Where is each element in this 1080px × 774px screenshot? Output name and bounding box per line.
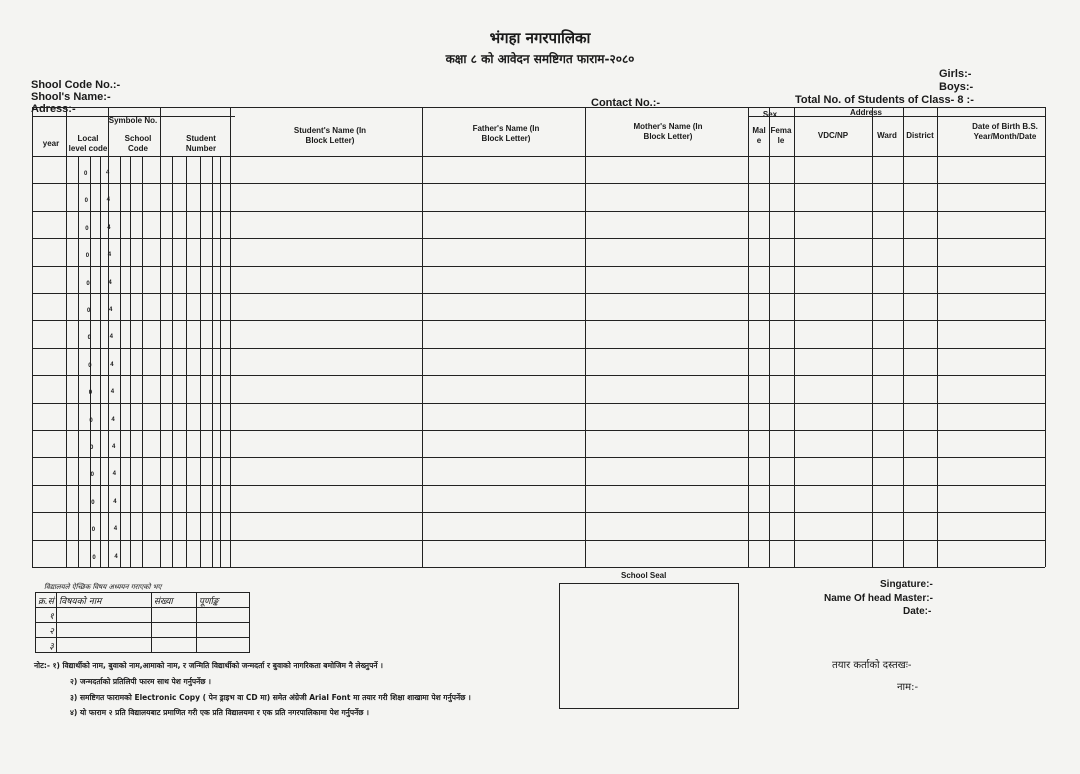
- date-label: Date:-: [903, 606, 932, 617]
- row-prefix-digit: 0: [84, 198, 88, 204]
- subjects-caption: विद्यालयले ऐच्छिक विषय अध्ययन गराएको भए: [44, 583, 162, 591]
- female-header: Fema le: [770, 126, 792, 145]
- row-prefix-digit: 0: [86, 281, 90, 287]
- subject-name-cell[interactable]: [56, 638, 151, 653]
- sex-header: Sex: [762, 110, 778, 119]
- subjects-row-number: ३: [36, 638, 57, 653]
- row-prefix-digit: 4: [107, 252, 112, 258]
- row-prefix-digit: 4: [109, 334, 113, 340]
- digit-divider: [78, 156, 79, 567]
- subject-count-cell[interactable]: [151, 638, 196, 653]
- table-grid-line: [32, 116, 235, 117]
- address-label: Adress:-: [31, 103, 76, 115]
- table-grid-line: [937, 107, 938, 567]
- row-prefix-digit: 4: [112, 444, 116, 450]
- table-row-line: [32, 183, 1045, 184]
- prepared-by-label: तयार कर्ताको दस्तखः-: [832, 660, 912, 671]
- subjects-header: संख्या: [151, 593, 196, 608]
- school-seal-box: [559, 583, 739, 709]
- row-prefix-digit: 4: [108, 280, 112, 286]
- row-prefix-digit: 0: [85, 253, 90, 259]
- row-prefix-digit: 0: [92, 555, 96, 561]
- table-grid-line: [422, 107, 423, 567]
- digit-divider: [212, 156, 213, 567]
- table-row-line: [32, 211, 1045, 212]
- male-header: Mal e: [752, 126, 766, 145]
- table-row-line: [32, 457, 1045, 458]
- district-header: District: [906, 131, 934, 140]
- table-grid-line: [794, 107, 795, 567]
- girls-label: Girls:-: [939, 68, 972, 80]
- row-prefix-digit: 0: [88, 390, 93, 396]
- subject-name-cell[interactable]: [56, 608, 151, 623]
- table-row-line: [32, 540, 1045, 541]
- digit-divider: [200, 156, 201, 567]
- row-prefix-digit: 4: [113, 499, 117, 505]
- digit-divider: [87, 156, 94, 567]
- municipality-title: भंगहा नगरपालिका: [489, 29, 591, 47]
- subjects-header: विषयको नाम: [56, 593, 151, 608]
- table-grid-line: [872, 107, 873, 567]
- table-row-line: [32, 293, 1045, 294]
- note-3: ३) समष्टिगत फारामको Electronic Copy ( पेन ड्राइभ वा CD मा) समेत अंग्रेजी Arial Font मा तयार गरी शिक्षा शाखामा पेश गर्नुपर्नेछ ।: [70, 693, 471, 702]
- digit-divider: [142, 156, 143, 567]
- digit-divider: [120, 156, 121, 567]
- subject-fullmark-cell[interactable]: [196, 608, 249, 623]
- head-master-label: Name Of head Master:-: [824, 593, 933, 604]
- digit-divider: [172, 156, 173, 567]
- subjects-row-number: १: [36, 608, 57, 623]
- table-grid-line: [585, 107, 586, 567]
- table-grid-line: [32, 107, 1045, 108]
- table-grid-line: [903, 107, 904, 567]
- row-prefix-digit: 0: [91, 500, 95, 506]
- signature-label: Singature:-: [880, 579, 933, 590]
- row-prefix-digit: 0: [87, 335, 91, 341]
- row-prefix-digit: 0: [87, 308, 91, 314]
- digit-divider: [130, 156, 131, 567]
- subject-count-cell[interactable]: [151, 608, 196, 623]
- row-prefix-digit: 4: [114, 554, 118, 560]
- table-row-line: [32, 348, 1045, 349]
- table-grid-line: [32, 107, 33, 567]
- local-level-code-header: Local level code: [68, 134, 108, 153]
- row-prefix-digit: 4: [107, 225, 111, 231]
- address-header: Address: [849, 108, 882, 117]
- subject-fullmark-cell[interactable]: [196, 623, 249, 638]
- table-grid-line: [748, 107, 749, 567]
- row-prefix-digit: 0: [90, 472, 94, 478]
- subject-fullmark-cell[interactable]: [196, 638, 249, 653]
- note-1: नोट:- १) विद्यार्थीको नाम, बुवाको नाम,आमाको नाम, र जन्मिति विद्यार्थीको जन्मदर्ता र बुवाको नागरिकता बमोजिम नै लेख्नुपर्ने ।: [34, 661, 383, 670]
- row-prefix-digit: 0: [91, 527, 96, 533]
- subjects-header: क्र.सं: [36, 593, 57, 608]
- row-prefix-digit: 0: [85, 226, 89, 232]
- school-name-label: Shool's Name:-: [31, 91, 111, 103]
- table-row-line: [32, 403, 1045, 404]
- name-label: नाम:-: [897, 682, 919, 693]
- table-row-line: [32, 485, 1045, 486]
- vdc-np-header: VDC/NP: [817, 131, 849, 140]
- table-grid-line: [107, 107, 112, 567]
- subjects-table: [35, 592, 250, 653]
- table-row-line: [32, 430, 1045, 431]
- total-students-label: Total No. of Students of Class- 8 :-: [795, 94, 974, 106]
- row-prefix-digit: 0: [84, 171, 88, 177]
- table-row-line: [32, 266, 1045, 267]
- digit-divider: [220, 156, 221, 567]
- school-code-header: School Code: [124, 134, 152, 153]
- table-grid-line: [748, 116, 1045, 117]
- father-name-header: Father's Name (In Block Letter): [472, 124, 540, 143]
- table-grid-line: [1045, 107, 1046, 567]
- student-number-header: Student Number: [185, 134, 217, 153]
- symbol-no-header: Symbole No.: [108, 116, 158, 125]
- row-prefix-digit: 4: [106, 170, 110, 176]
- table-grid-line: [230, 107, 231, 567]
- subject-count-cell[interactable]: [151, 623, 196, 638]
- row-prefix-digit: 4: [110, 389, 115, 395]
- table-row-line: [32, 375, 1045, 376]
- row-prefix-digit: 4: [109, 307, 113, 313]
- table-grid-line: [32, 567, 1045, 568]
- row-prefix-digit: 4: [111, 417, 115, 423]
- contact-label: Contact No.:-: [591, 97, 661, 109]
- ward-header: Ward: [877, 131, 897, 140]
- school-seal-label: School Seal: [621, 571, 667, 580]
- dob-header: Date of Birth B.S. Year/Month/Date: [972, 122, 1038, 141]
- row-prefix-digit: 0: [88, 363, 92, 369]
- digit-divider: [186, 156, 187, 567]
- boys-label: Boys:-: [939, 81, 974, 93]
- school-code-label: Shool Code No.:-: [31, 79, 121, 91]
- row-prefix-digit: 4: [113, 526, 118, 532]
- row-prefix-digit: 0: [90, 445, 94, 451]
- subjects-header: पूर्णाङ्क: [196, 593, 249, 608]
- student-name-header: Student's Name (In Block Letter): [293, 126, 367, 145]
- table-grid-line: [160, 107, 161, 567]
- subjects-row-number: २: [36, 623, 57, 638]
- row-prefix-digit: 4: [112, 471, 116, 477]
- table-row-line: [32, 320, 1045, 321]
- mother-name-header: Mother's Name (In Block Letter): [633, 122, 703, 141]
- year-header: year: [42, 139, 60, 148]
- subject-name-cell[interactable]: [56, 623, 151, 638]
- row-prefix-digit: 4: [106, 197, 110, 203]
- note-4: ४) यो फाराम २ प्रति विद्यालयबाट प्रमाणित गरी एक प्रति विद्यालयमा र एक प्रति नगरपालिकामा पेश गर्नुपर्नेछ ।: [70, 708, 369, 717]
- note-2: २) जन्मदर्ताको प्रतिलिपी फारम साथ पेश गर्नुपर्नेछ ।: [70, 677, 212, 686]
- row-prefix-digit: 0: [89, 418, 93, 424]
- row-prefix-digit: 4: [110, 362, 114, 368]
- table-row-line: [32, 238, 1045, 239]
- form-title: कक्षा ८ को आवेदन समष्टिगत फाराम-२०८०: [445, 52, 635, 66]
- table-grid-line: [66, 107, 67, 567]
- table-grid-line: [32, 156, 1045, 157]
- digit-divider: [100, 156, 101, 567]
- table-grid-line: [769, 107, 770, 567]
- table-row-line: [32, 512, 1045, 513]
